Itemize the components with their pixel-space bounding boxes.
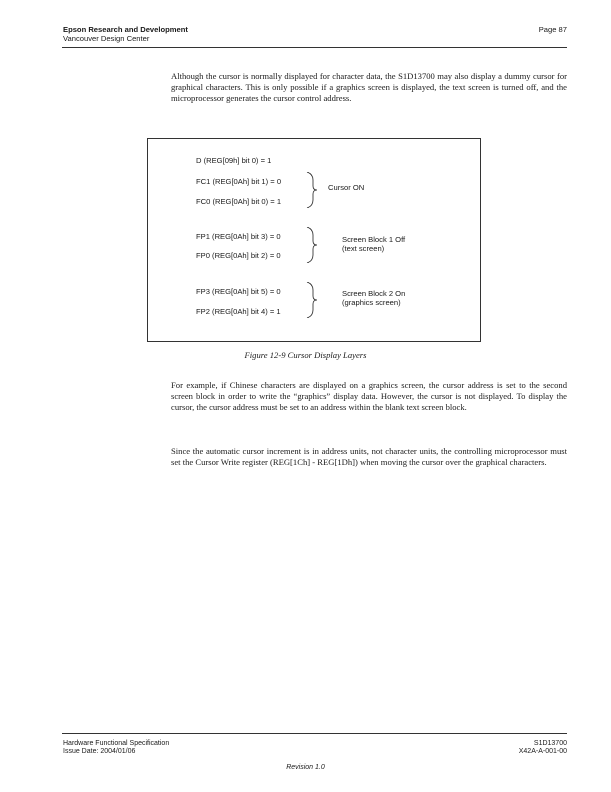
page-header-left (63, 25, 188, 43)
increment-paragraph: Since the automatic cursor increment is in address units, not character units, the controlling microprocessor must set the Cursor Write register (REG[1Ch] - REG[1Dh]) when moving the cursor over the graphical characters. (171, 446, 567, 468)
register-fp2: FP2 (REG[0Ah] bit 4) = 1 (196, 307, 281, 316)
register-fp0: FP0 (REG[0Ah] bit 2) = 0 (196, 251, 281, 260)
doc-title: Hardware Functional Specification (63, 740, 170, 747)
figure-caption: Figure 12-9 Cursor Display Layers (244, 350, 367, 360)
doc-number: X42A-A-001-00 (518, 748, 567, 756)
register-fp1: FP1 (REG[0Ah] bit 3) = 0 (196, 232, 281, 241)
issue-date: Issue Date: 2004/01/06 (63, 748, 136, 756)
label-cursor-on: Cursor ON (328, 183, 365, 192)
footer-divider (62, 733, 567, 734)
part-number: S1D13700 (533, 740, 567, 747)
example-paragraph: For example, if Chinese characters are displayed on a graphics screen, the cursor address is set to the second screen block in order to write the “graphics” display data. However, the cursor is not displayed. To display the cursor, the cursor address must be set to an address within the blank text screen block. (171, 380, 567, 413)
register-fc1: FC1 (REG[0Ah] bit 1) = 0 (196, 177, 282, 186)
company-name: Epson Research and Development (63, 25, 188, 34)
page-footer-right (519, 740, 567, 757)
register-fc0: FC0 (REG[0Ah] bit 0) = 1 (196, 197, 282, 206)
page-footer-left (63, 740, 169, 757)
cursor-display-figure (147, 138, 481, 342)
register-fp3: FP3 (REG[0Ah] bit 5) = 0 (196, 287, 281, 296)
brace-cursor (306, 172, 318, 208)
register-d: D (REG[09h] bit 0) = 1 (196, 156, 272, 165)
division-name: Vancouver Design Center (63, 34, 150, 43)
revision: Revision 1.0 (286, 764, 325, 771)
brace-block1 (306, 227, 318, 263)
intro-paragraph: Although the cursor is normally displayed for character data, the S1D13700 may also display a dummy cursor for graphical characters. This is only possible if a graphics screen is displayed, the text screen is turned off, and the microprocessor generates the cursor control address. (171, 71, 567, 104)
label-screen-block-1: Screen Block 1 Off (text screen) (342, 235, 406, 253)
brace-block2 (306, 282, 318, 318)
label-screen-block-2: Screen Block 2 On (graphics screen) (342, 289, 406, 307)
header-divider (62, 47, 567, 48)
page-number: Page 87 (538, 25, 567, 34)
